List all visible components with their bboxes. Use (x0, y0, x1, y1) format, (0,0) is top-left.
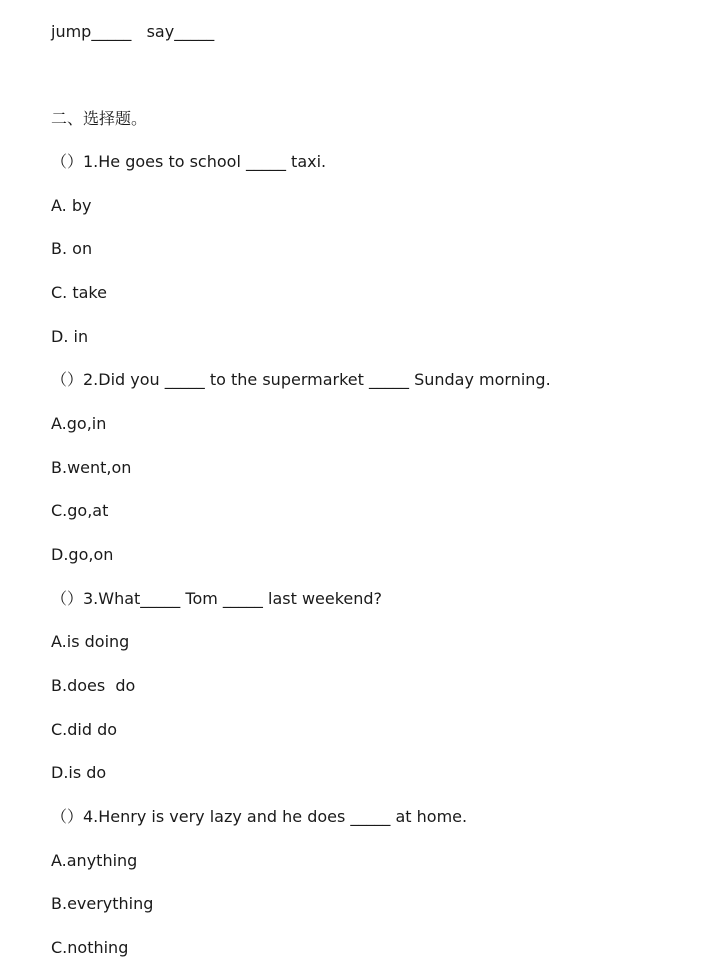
question-4-option-b: B.everything (51, 894, 154, 913)
question-3-stem: （）3.What_____ Tom _____ last weekend? (51, 589, 383, 608)
question-1-option-c: C. take (51, 283, 107, 302)
question-4-stem: （）4.Henry is very lazy and he does _____ at home. (51, 807, 468, 826)
question-3-option-d: D.is do (51, 763, 107, 782)
question-2-option-c: C.go,at (51, 501, 109, 520)
question-1-option-b: B. on (51, 239, 93, 258)
question-4-option-c: C.nothing (51, 938, 129, 957)
question-2-option-a: A.go,in (51, 414, 107, 433)
question-2-option-d: D.go,on (51, 545, 114, 564)
question-3-option-a: A.is doing (51, 632, 130, 651)
fill-in-line: jump_____ say_____ (51, 22, 215, 41)
question-1-stem: （）1.He goes to school _____ taxi. (51, 152, 327, 171)
question-1-option-d: D. in (51, 327, 89, 346)
question-3-option-c: C.did do (51, 720, 118, 739)
section-heading: 二、选择题。 (51, 109, 148, 128)
question-1-option-a: A. by (51, 196, 92, 215)
question-4-option-a: A.anything (51, 851, 138, 870)
question-3-option-b: B.does do (51, 676, 136, 695)
question-2-option-b: B.went,on (51, 458, 132, 477)
question-2-stem: （）2.Did you _____ to the supermarket _____ Sunday morning. (51, 370, 551, 389)
